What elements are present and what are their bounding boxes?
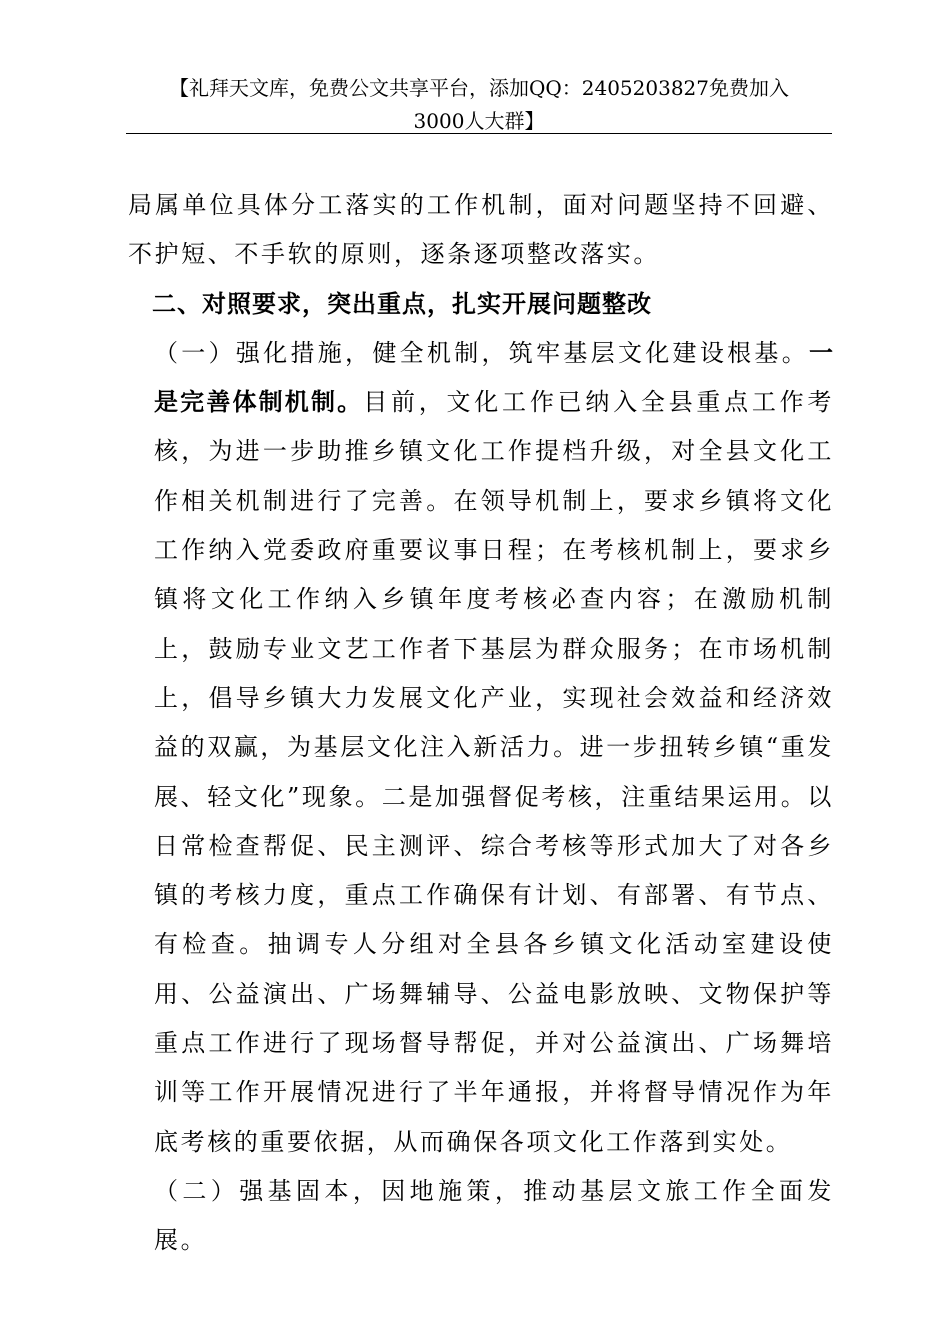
header-divider [126,133,832,134]
section-heading: 二、对照要求，突出重点，扎实开展问题整改 [152,289,652,318]
header-line-2: 3000人大群】 [413,109,545,133]
header-line-1: 【礼拜天文库，免费公文共享平台，添加QQ：2405203827免费加入 [168,76,790,100]
point-one-bold: 一是完善体制机制。 [154,338,834,417]
paragraph-continuation: 局属单位具体分工落实的工作机制，面对问题坚持不回避、不护短、不手软的原则，逐条逐项整改落实。 [128,191,834,269]
paragraph-subsection-2: （二）强基固本，因地施策，推动基层文旅工作全面发展。 [154,1176,834,1255]
page-header [126,72,832,138]
document-body [128,181,834,1266]
subsection-1-body: 目前，文化工作已纳入全县重点工作考核，为进一步助推乡镇文化工作提档升级，对全县文化工作相关机制进行了完善。在领导机制上，要求乡镇将文化工作纳入党委政府重要议事日程；在考核机制上，要求乡镇将文化工作纳入乡镇年度考核必查内容；在激励机制上，鼓励专业文艺工作者下基层为群众服务；在市场机制上，倡导乡镇大力发展文化产业，实现社会效益和经济效益的双赢，为基层文化注入新活力。进一步扭转乡镇“重发展、轻文化”现象。二是加强督促考核，注重结果运用。以日常检查帮促、民主测评、综合考核等形式加大了对各乡镇的考核力度，重点工作确保有计划、有部署、有节点、有检查。抽调专人分组对全县各乡镇文化活动室建设使用、公益演出、广场舞辅导、公益电影放映、文物保护等重点工作进行了现场督导帮促，并对公益演出、广场舞培训等工作开展情况进行了半年通报，并将督导情况作为年底考核的重要依据，从而确保各项文化工作落到实处。 [154,388,834,1156]
subsection-1-title: （一）强化措施，健全机制，筑牢基层文化建设根基。 [154,338,809,367]
paragraph-subsection-1 [128,329,834,1167]
